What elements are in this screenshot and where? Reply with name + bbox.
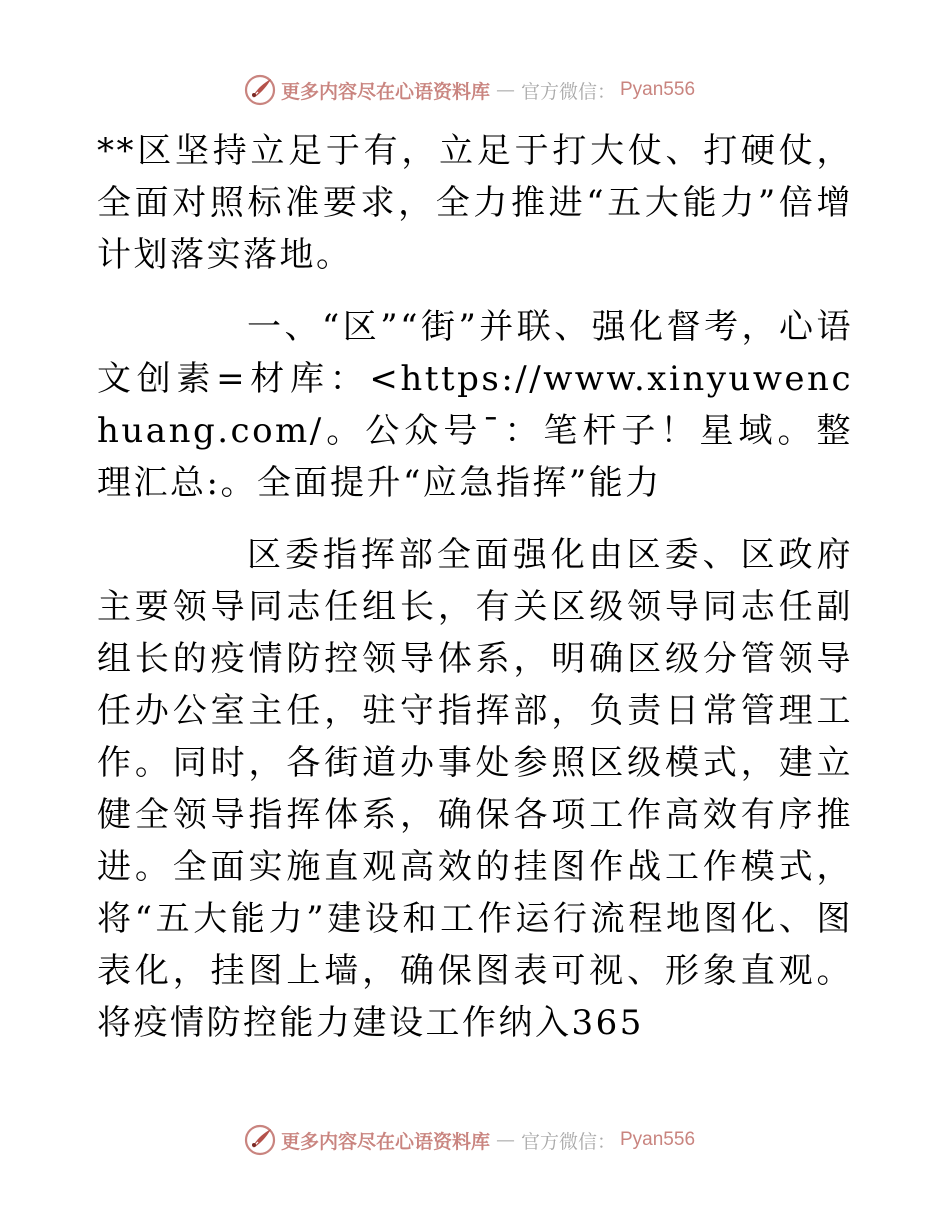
paragraph-section-heading: 一、“区”“街”并联、强化督考，心语文创素=材库：<https://www.xinyuwenchuang.com/。公众号¯：笔杆子！星域。整理汇总:。全面提升“应急指挥”能力 (97, 307, 853, 503)
header-watermark-banner (0, 70, 950, 110)
header-banner-inner (243, 73, 695, 107)
banner-main-text: 更多内容尽在心语资料库 (280, 1130, 490, 1153)
banner-dash: — (495, 79, 515, 101)
footer-watermark-banner (0, 1120, 950, 1160)
banner-wechat-label: 官方微信： (520, 1130, 616, 1153)
banner-wechat-label: 官方微信： (520, 80, 616, 103)
quill-logo-icon (243, 1123, 277, 1157)
paragraph-intro: **区坚持立足于有，立足于打大仗、打硬仗，全面对照标准要求，全力推进“五大能力”倍增计划落实落地。 (97, 131, 853, 275)
document-body (97, 125, 853, 1049)
paragraph-body: 区委指挥部全面强化由区委、区政府主要领导同志任组长，有关区级领导同志任副组长的疫情防控领导体系，明确区级分管领导任办公室主任，驻守指挥部，负责日常管理工作。同时，各街道办事处参照区级模式，建立健全领导指挥体系，确保各项工作高效有序推进。全面实施直观高效的挂图作战工作模式，将“五大能力”建设和工作运行流程地图化、图表化，挂图上墙，确保图表可视、形象直观。将疫情防控能力建设工作纳入365 (97, 535, 853, 1043)
quill-logo-icon (243, 73, 277, 107)
footer-banner-inner (243, 1123, 695, 1157)
banner-dash: — (495, 1129, 515, 1151)
banner-wechat-id: Pyan556 (620, 1129, 696, 1150)
banner-wechat-id: Pyan556 (620, 79, 696, 100)
banner-main-text: 更多内容尽在心语资料库 (280, 80, 490, 103)
